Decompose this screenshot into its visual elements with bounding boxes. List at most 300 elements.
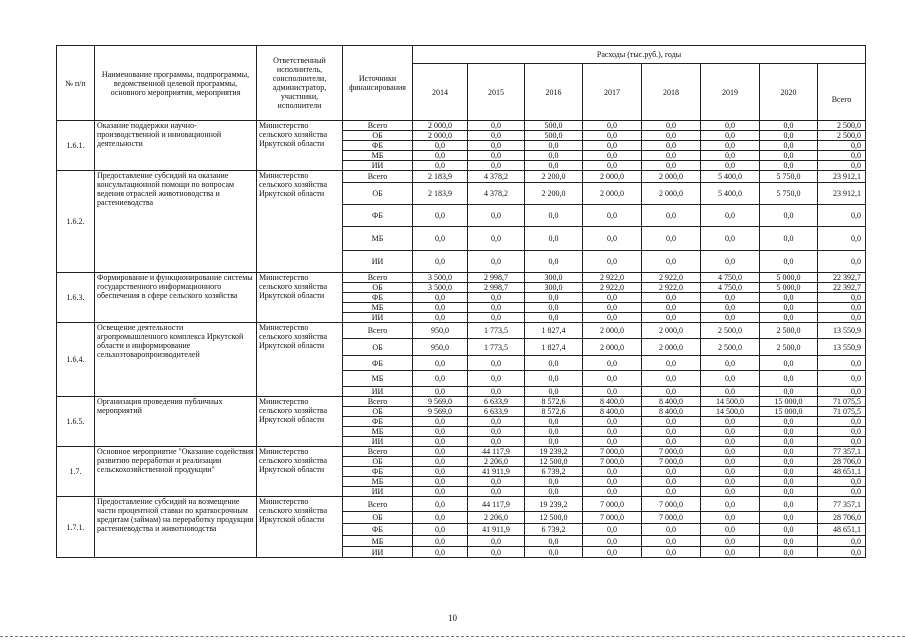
year-value: 19 239,2 (525, 447, 583, 457)
year-value: 0,0 (642, 121, 701, 131)
year-value: 0,0 (525, 251, 583, 273)
total-value: 0,0 (818, 293, 866, 303)
year-value: 8 400,0 (642, 407, 701, 417)
funding-source: Всего (343, 171, 413, 183)
year-value: 6 739,2 (525, 467, 583, 477)
total-value: 0,0 (818, 251, 866, 273)
year-value: 0,0 (525, 161, 583, 171)
total-value: 48 651,1 (818, 524, 866, 536)
total-value: 0,0 (818, 417, 866, 427)
year-value: 0,0 (413, 151, 468, 161)
year-value: 2 200,0 (525, 171, 583, 183)
total-value: 23 912,1 (818, 171, 866, 183)
year-value: 500,0 (525, 131, 583, 141)
funding-source: ИИ (343, 547, 413, 558)
year-value: 0,0 (760, 497, 818, 512)
year-value: 0,0 (583, 387, 642, 397)
year-value: 0,0 (760, 313, 818, 323)
year-value: 41 911,9 (468, 467, 525, 477)
year-value: 3 500,0 (413, 273, 468, 283)
year-value: 8 572,6 (525, 407, 583, 417)
year-value: 2 500,0 (760, 339, 818, 356)
header-year: 2020 (760, 64, 818, 121)
year-value: 1 827,4 (525, 339, 583, 356)
funding-source: Всего (343, 323, 413, 339)
item-responsible: Министерство сельского хозяйства Иркутской области (257, 397, 343, 447)
year-value: 2 500,0 (701, 339, 760, 356)
year-value: 2 922,0 (583, 283, 642, 293)
year-value: 41 911,9 (468, 524, 525, 536)
header-year: 2015 (468, 64, 525, 121)
year-value: 0,0 (583, 524, 642, 536)
year-value: 2 206,0 (468, 512, 525, 524)
header-row-top (57, 46, 866, 64)
year-value: 0,0 (701, 457, 760, 467)
year-value: 0,0 (583, 131, 642, 141)
year-value: 0,0 (468, 161, 525, 171)
year-value: 0,0 (701, 467, 760, 477)
header-year: 2016 (525, 64, 583, 121)
funding-source: ФБ (343, 467, 413, 477)
year-value: 2 000,0 (642, 339, 701, 356)
funding-source: ОБ (343, 407, 413, 417)
year-value: 0,0 (760, 121, 818, 131)
item-name: Основное мероприятие "Оказание содействия развитию переработки и реализации сельскохозяйственной продукции" (95, 447, 257, 497)
page-number: 10 (448, 613, 457, 623)
total-value: 2 500,0 (818, 131, 866, 141)
total-value: 0,0 (818, 161, 866, 171)
year-value: 0,0 (701, 497, 760, 512)
year-value: 0,0 (413, 524, 468, 536)
item-responsible: Министерство сельского хозяйства Иркутской области (257, 497, 343, 558)
year-value: 0,0 (583, 303, 642, 313)
year-value: 0,0 (413, 141, 468, 151)
funding-source: Всего (343, 497, 413, 512)
year-value: 0,0 (468, 487, 525, 497)
year-value: 4 750,0 (701, 273, 760, 283)
year-value: 0,0 (583, 161, 642, 171)
year-value: 0,0 (760, 371, 818, 387)
year-value: 0,0 (525, 371, 583, 387)
year-value: 0,0 (642, 417, 701, 427)
year-value: 0,0 (760, 151, 818, 161)
year-value: 0,0 (760, 487, 818, 497)
year-value: 0,0 (701, 131, 760, 141)
year-value: 0,0 (468, 371, 525, 387)
total-value: 22 392,7 (818, 273, 866, 283)
year-value: 0,0 (701, 121, 760, 131)
table-row (57, 497, 866, 512)
year-value: 0,0 (642, 524, 701, 536)
total-value: 13 550,9 (818, 339, 866, 356)
year-value: 0,0 (760, 547, 818, 558)
year-value: 5 400,0 (701, 171, 760, 183)
year-value: 300,0 (525, 273, 583, 283)
year-value: 0,0 (642, 151, 701, 161)
total-value: 0,0 (818, 227, 866, 251)
year-value: 2 183,9 (413, 171, 468, 183)
year-value: 0,0 (701, 356, 760, 371)
year-value: 0,0 (413, 497, 468, 512)
year-value: 0,0 (583, 371, 642, 387)
year-value: 7 000,0 (642, 512, 701, 524)
year-value: 0,0 (760, 427, 818, 437)
year-value: 8 400,0 (583, 407, 642, 417)
year-value: 0,0 (525, 477, 583, 487)
year-value: 2 000,0 (583, 339, 642, 356)
year-value: 7 000,0 (642, 497, 701, 512)
header-year: 2017 (583, 64, 642, 121)
year-value: 0,0 (413, 205, 468, 227)
funding-source: МБ (343, 536, 413, 547)
year-value: 0,0 (760, 131, 818, 141)
funding-source: ИИ (343, 161, 413, 171)
year-value: 0,0 (760, 141, 818, 151)
year-value: 950,0 (413, 323, 468, 339)
year-value: 0,0 (642, 251, 701, 273)
year-value: 0,0 (583, 477, 642, 487)
item-name: Оказание поддержки научно-производственной и инновационной деятельности (95, 121, 257, 171)
table-row (57, 171, 866, 183)
year-value: 8 400,0 (583, 397, 642, 407)
year-value: 0,0 (413, 371, 468, 387)
year-value: 0,0 (583, 227, 642, 251)
year-value: 0,0 (701, 303, 760, 313)
total-value: 0,0 (818, 151, 866, 161)
year-value: 0,0 (468, 151, 525, 161)
year-value: 2 500,0 (760, 323, 818, 339)
year-value: 0,0 (525, 387, 583, 397)
year-value: 5 750,0 (760, 171, 818, 183)
year-value: 0,0 (760, 447, 818, 457)
year-value: 1 773,5 (468, 323, 525, 339)
year-value: 0,0 (701, 427, 760, 437)
funding-source: МБ (343, 427, 413, 437)
year-value: 0,0 (760, 161, 818, 171)
total-value: 0,0 (818, 487, 866, 497)
header-sources: Источники финансирования (343, 46, 413, 121)
year-value: 5 000,0 (760, 283, 818, 293)
total-value: 0,0 (818, 387, 866, 397)
year-value: 0,0 (413, 356, 468, 371)
year-value: 0,0 (642, 313, 701, 323)
funding-source: ИИ (343, 437, 413, 447)
year-value: 2 000,0 (642, 323, 701, 339)
year-value: 0,0 (413, 313, 468, 323)
year-value: 0,0 (642, 547, 701, 558)
year-value: 0,0 (583, 467, 642, 477)
total-value: 0,0 (818, 371, 866, 387)
year-value: 2 998,7 (468, 283, 525, 293)
funding-source: ФБ (343, 205, 413, 227)
year-value: 12 500,0 (525, 457, 583, 467)
total-value: 0,0 (818, 536, 866, 547)
item-code: 1.6.3. (57, 273, 95, 323)
year-value: 0,0 (525, 313, 583, 323)
funding-source: МБ (343, 303, 413, 313)
funding-source: ОБ (343, 512, 413, 524)
year-value: 0,0 (468, 293, 525, 303)
item-code: 1.6.4. (57, 323, 95, 397)
year-value: 0,0 (468, 303, 525, 313)
year-value: 0,0 (760, 293, 818, 303)
year-value: 0,0 (413, 477, 468, 487)
table-row (57, 397, 866, 407)
table-row (57, 323, 866, 339)
year-value: 19 239,2 (525, 497, 583, 512)
year-value: 2 000,0 (583, 183, 642, 205)
year-value: 0,0 (583, 313, 642, 323)
year-value: 0,0 (642, 293, 701, 303)
year-value: 6 633,9 (468, 397, 525, 407)
year-value: 14 500,0 (701, 407, 760, 417)
funding-source: МБ (343, 227, 413, 251)
item-code: 1.6.2. (57, 171, 95, 273)
year-value: 0,0 (701, 293, 760, 303)
year-value: 0,0 (525, 151, 583, 161)
year-value: 44 117,9 (468, 497, 525, 512)
year-value: 0,0 (583, 427, 642, 437)
year-value: 0,0 (642, 467, 701, 477)
year-value: 0,0 (583, 437, 642, 447)
year-value: 7 000,0 (583, 512, 642, 524)
year-value: 0,0 (413, 536, 468, 547)
year-value: 0,0 (525, 303, 583, 313)
table-row (57, 447, 866, 457)
year-value: 0,0 (701, 141, 760, 151)
year-value: 5 750,0 (760, 183, 818, 205)
year-value: 0,0 (642, 371, 701, 387)
total-value: 0,0 (818, 437, 866, 447)
year-value: 500,0 (525, 121, 583, 131)
item-name: Формирование и функционирование системы государственного информационного обеспечения в сфере сельского хозяйства (95, 273, 257, 323)
header-responsible: Ответственный исполнитель, соисполнители, администратор, участники, исполнители (257, 46, 343, 121)
year-value: 15 000,0 (760, 407, 818, 417)
year-value: 0,0 (525, 417, 583, 427)
year-value: 2 000,0 (642, 171, 701, 183)
year-value: 0,0 (642, 303, 701, 313)
year-value: 0,0 (642, 227, 701, 251)
year-value: 0,0 (760, 524, 818, 536)
funding-source: ИИ (343, 487, 413, 497)
year-value: 0,0 (760, 417, 818, 427)
year-value: 9 569,0 (413, 397, 468, 407)
funding-source: Всего (343, 273, 413, 283)
total-value: 48 651,1 (818, 467, 866, 477)
year-value: 0,0 (525, 547, 583, 558)
total-value: 77 357,1 (818, 497, 866, 512)
year-value: 0,0 (525, 487, 583, 497)
year-value: 6 739,2 (525, 524, 583, 536)
year-value: 0,0 (413, 512, 468, 524)
year-value: 0,0 (701, 447, 760, 457)
table-row (57, 273, 866, 283)
total-value: 2 500,0 (818, 121, 866, 131)
year-value: 0,0 (760, 303, 818, 313)
budget-table (56, 45, 866, 558)
total-value: 0,0 (818, 313, 866, 323)
year-value: 0,0 (583, 487, 642, 497)
year-value: 0,0 (701, 251, 760, 273)
year-value: 1 827,4 (525, 323, 583, 339)
total-value: 0,0 (818, 547, 866, 558)
year-value: 0,0 (413, 417, 468, 427)
year-value: 0,0 (760, 227, 818, 251)
year-value: 0,0 (468, 387, 525, 397)
year-value: 0,0 (701, 512, 760, 524)
year-value: 2 206,0 (468, 457, 525, 467)
year-value: 0,0 (468, 227, 525, 251)
year-value: 5 000,0 (760, 273, 818, 283)
year-value: 0,0 (583, 536, 642, 547)
funding-source: ОБ (343, 131, 413, 141)
total-value: 0,0 (818, 205, 866, 227)
year-value: 0,0 (760, 467, 818, 477)
year-value: 7 000,0 (583, 457, 642, 467)
item-responsible: Министерство сельского хозяйства Иркутской области (257, 273, 343, 323)
year-value: 0,0 (642, 141, 701, 151)
year-value: 0,0 (642, 477, 701, 487)
total-value: 28 706,0 (818, 512, 866, 524)
year-value: 0,0 (413, 251, 468, 273)
total-value: 28 706,0 (818, 457, 866, 467)
year-value: 0,0 (701, 547, 760, 558)
total-value: 0,0 (818, 303, 866, 313)
item-name: Организация проведения публичных мероприятий (95, 397, 257, 447)
year-value: 6 633,9 (468, 407, 525, 417)
year-value: 0,0 (583, 141, 642, 151)
year-value: 0,0 (583, 205, 642, 227)
year-value: 0,0 (525, 427, 583, 437)
year-value: 7 000,0 (642, 457, 701, 467)
year-value: 0,0 (583, 417, 642, 427)
year-value: 4 378,2 (468, 171, 525, 183)
year-value: 0,0 (468, 313, 525, 323)
year-value: 0,0 (701, 437, 760, 447)
header-name: Наименование программы, подпрограммы, ведомственной целевой программы, основного мероприятия, мероприятия (95, 46, 257, 121)
funding-source: ФБ (343, 417, 413, 427)
year-value: 7 000,0 (583, 447, 642, 457)
year-value: 0,0 (413, 457, 468, 467)
funding-source: Всего (343, 397, 413, 407)
total-value: 71 075,5 (818, 407, 866, 417)
item-code: 1.7. (57, 447, 95, 497)
year-value: 0,0 (701, 417, 760, 427)
year-value: 2 000,0 (413, 131, 468, 141)
year-value: 0,0 (701, 313, 760, 323)
year-value: 4 378,2 (468, 183, 525, 205)
funding-source: ОБ (343, 457, 413, 467)
item-name: Предоставление субсидий на оказание консультационной помощи по вопросам ведения отраслей животноводства и растениеводства (95, 171, 257, 273)
item-code: 1.6.5. (57, 397, 95, 447)
year-value: 0,0 (760, 356, 818, 371)
year-value: 0,0 (701, 151, 760, 161)
year-value: 0,0 (642, 356, 701, 371)
year-value: 0,0 (701, 477, 760, 487)
item-code: 1.6.1. (57, 121, 95, 171)
year-value: 0,0 (701, 524, 760, 536)
year-value: 0,0 (413, 293, 468, 303)
funding-source: ФБ (343, 356, 413, 371)
year-value: 9 569,0 (413, 407, 468, 417)
item-responsible: Министерство сельского хозяйства Иркутской области (257, 447, 343, 497)
year-value: 0,0 (642, 487, 701, 497)
header-year: 2018 (642, 64, 701, 121)
header-num: № п/п (57, 46, 95, 121)
page-bottom-rule (0, 636, 905, 638)
year-value: 0,0 (468, 131, 525, 141)
year-value: 0,0 (583, 293, 642, 303)
year-value: 2 922,0 (642, 283, 701, 293)
year-value: 0,0 (642, 161, 701, 171)
funding-source: ОБ (343, 183, 413, 205)
year-value: 0,0 (583, 251, 642, 273)
item-name: Освещение деятельности агропромышленного комплекса Иркутской области и информирование сельхозтоваропроизводителей (95, 323, 257, 397)
year-value: 2 000,0 (642, 183, 701, 205)
year-value: 0,0 (468, 477, 525, 487)
funding-source: ФБ (343, 524, 413, 536)
year-value: 2 500,0 (701, 323, 760, 339)
year-value: 0,0 (701, 161, 760, 171)
year-value: 14 500,0 (701, 397, 760, 407)
year-value: 0,0 (413, 387, 468, 397)
item-code: 1.7.1. (57, 497, 95, 558)
funding-source: ФБ (343, 141, 413, 151)
header-expenses: Расходы (тыс.руб.), годы (413, 46, 866, 64)
year-value: 0,0 (642, 427, 701, 437)
year-value: 0,0 (525, 293, 583, 303)
year-value: 0,0 (468, 141, 525, 151)
year-value: 0,0 (583, 547, 642, 558)
total-value: 0,0 (818, 477, 866, 487)
year-value: 0,0 (468, 417, 525, 427)
year-value: 0,0 (583, 356, 642, 371)
budget-body (57, 121, 866, 558)
total-value: 13 550,9 (818, 323, 866, 339)
year-value: 0,0 (760, 251, 818, 273)
total-value: 71 075,5 (818, 397, 866, 407)
year-value: 0,0 (413, 427, 468, 437)
total-value: 0,0 (818, 356, 866, 371)
year-value: 8 400,0 (642, 397, 701, 407)
year-value: 0,0 (642, 387, 701, 397)
year-value: 7 000,0 (642, 447, 701, 457)
funding-source: ФБ (343, 293, 413, 303)
year-value: 0,0 (468, 536, 525, 547)
year-value: 5 400,0 (701, 183, 760, 205)
total-value: 0,0 (818, 427, 866, 437)
year-value: 0,0 (760, 437, 818, 447)
year-value: 300,0 (525, 283, 583, 293)
funding-source: МБ (343, 151, 413, 161)
year-value: 0,0 (525, 356, 583, 371)
year-value: 0,0 (468, 121, 525, 131)
year-value: 0,0 (760, 477, 818, 487)
year-value: 2 922,0 (583, 273, 642, 283)
funding-source: ОБ (343, 283, 413, 293)
year-value: 0,0 (413, 437, 468, 447)
year-value: 3 500,0 (413, 283, 468, 293)
year-value: 950,0 (413, 339, 468, 356)
table-row (57, 121, 866, 131)
year-value: 2 998,7 (468, 273, 525, 283)
year-value: 44 117,9 (468, 447, 525, 457)
year-value: 0,0 (701, 536, 760, 547)
year-value: 0,0 (525, 205, 583, 227)
year-value: 0,0 (525, 536, 583, 547)
year-value: 0,0 (525, 141, 583, 151)
year-value: 2 000,0 (583, 323, 642, 339)
